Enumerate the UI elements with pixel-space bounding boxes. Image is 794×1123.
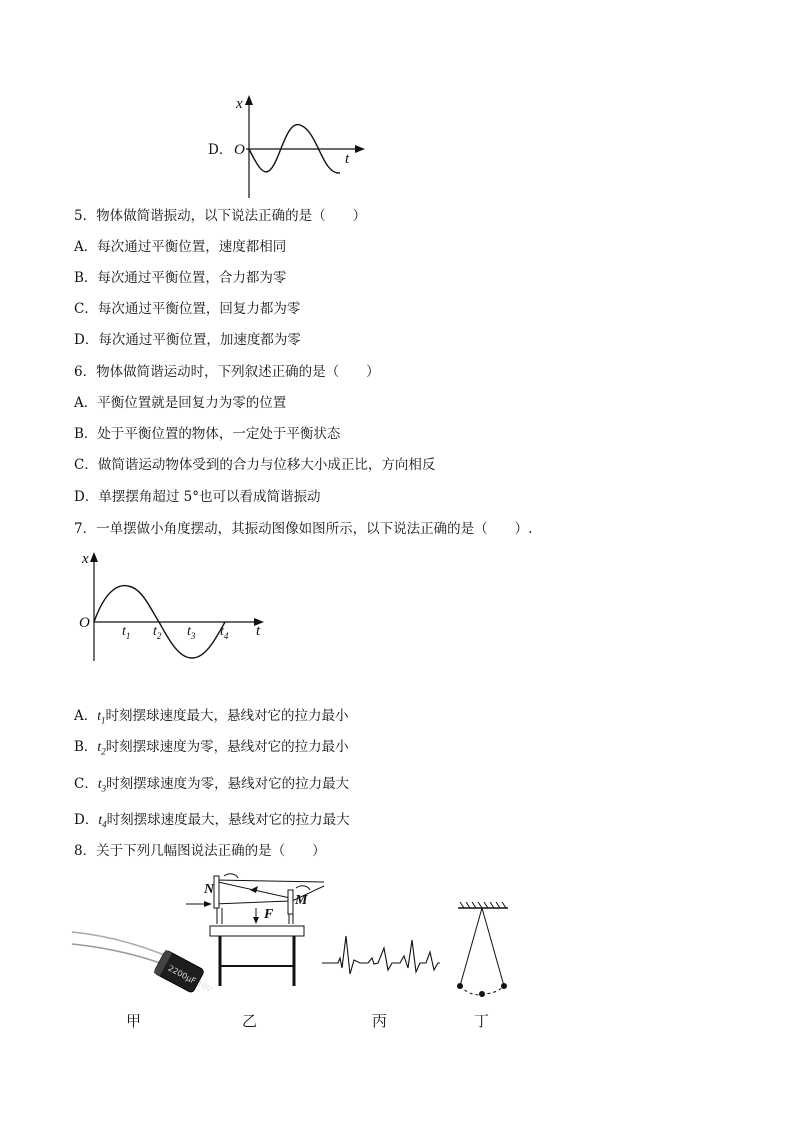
pendulum-image bbox=[448, 900, 518, 1000]
question-6-stem: 6．物体做简谐运动时，下列叙述正确的是（ ） bbox=[74, 364, 380, 380]
q7c-label: C． bbox=[74, 776, 98, 792]
q7-option-c[interactable] bbox=[74, 775, 349, 798]
q7-option-d[interactable] bbox=[74, 811, 350, 834]
option-d-label: D． bbox=[208, 142, 233, 158]
t1-sub: 1 bbox=[125, 630, 131, 641]
t2-sub: 2 bbox=[156, 630, 162, 641]
t3-letter: t bbox=[187, 624, 191, 639]
q5-option-c[interactable]: C．每次通过平衡位置，回复力都为零 bbox=[74, 301, 301, 317]
q7-graph-t3 bbox=[187, 623, 195, 645]
caption-ding: 丁 bbox=[474, 1012, 490, 1030]
t3-sub: 3 bbox=[190, 630, 196, 641]
q7b-sub: 2 bbox=[101, 746, 106, 757]
question-7-stem: 7．一单摆做小角度摆动，其振动图像如图所示，以下说法正确的是（ ）. bbox=[74, 521, 533, 537]
t4-letter: t bbox=[220, 624, 224, 639]
q7-option-a[interactable] bbox=[74, 707, 349, 730]
q7-vibration-graph bbox=[70, 548, 280, 668]
q7-option-b[interactable] bbox=[74, 738, 349, 761]
label-m: M bbox=[295, 893, 308, 908]
q7a-sub: 1 bbox=[101, 715, 106, 726]
q7-graph-t1 bbox=[122, 623, 130, 645]
q7d-t: t bbox=[98, 812, 103, 827]
q7c-sub: 3 bbox=[101, 783, 107, 794]
q7a-text: 时刻摆球速度最大，悬线对它的拉力最小 bbox=[105, 708, 349, 724]
graph-origin-label: O bbox=[234, 142, 245, 158]
q5-option-d[interactable]: D．每次通过平衡位置，加速度都为零 bbox=[74, 332, 301, 348]
q7d-text: 时刻摆球速度最大，悬线对它的拉力最大 bbox=[106, 812, 350, 828]
q7-graph-x-label: x bbox=[82, 551, 89, 567]
caption-bing: 丙 bbox=[372, 1012, 388, 1030]
q5-option-b[interactable]: B．每次通过平衡位置，合力都为零 bbox=[74, 270, 287, 286]
q5-option-a[interactable]: A．每次通过平衡位置，速度都相同 bbox=[74, 239, 287, 255]
graph-t-label: t bbox=[345, 151, 350, 167]
q7b-label: B． bbox=[74, 739, 98, 755]
q6-option-a[interactable]: A．平衡位置就是回复力为零的位置 bbox=[74, 395, 287, 411]
label-n: N bbox=[204, 882, 215, 897]
capacitor-image bbox=[72, 920, 214, 1000]
t1-letter: t bbox=[122, 624, 126, 639]
q7-graph-t4 bbox=[220, 623, 228, 645]
caption-yi: 乙 bbox=[242, 1012, 258, 1030]
question-5-stem: 5．物体做简谐振动，以下说法正确的是（ ） bbox=[74, 208, 367, 224]
q7a-t: t bbox=[97, 708, 102, 723]
q6-option-b[interactable]: B．处于平衡位置的物体，一定处于平衡状态 bbox=[74, 426, 341, 442]
q7c-text: 时刻摆球速度为零，悬线对它的拉力最大 bbox=[106, 776, 350, 792]
question-8-stem: 8．关于下列几幅图说法正确的是（ ） bbox=[74, 843, 326, 859]
ecg-wave bbox=[322, 930, 440, 980]
q7d-sub: 4 bbox=[102, 819, 107, 830]
q7-graph-t2 bbox=[153, 623, 161, 645]
t4-sub: 4 bbox=[223, 630, 229, 641]
q7b-t: t bbox=[97, 739, 102, 754]
q7-graph-origin: O bbox=[79, 615, 90, 631]
graph-x-label: x bbox=[236, 96, 243, 112]
capacitor-text: 2200μF 10V bbox=[166, 963, 214, 995]
q7b-text: 时刻摆球速度为零，悬线对它的拉力最小 bbox=[105, 739, 349, 755]
q6-option-c[interactable]: C．做简谐运动物体受到的合力与位移大小成正比，方向相反 bbox=[74, 457, 436, 473]
q7c-t: t bbox=[97, 776, 102, 791]
q6-option-d[interactable]: D．单摆摆角超过 5°也可以看成简谐振动 bbox=[74, 489, 321, 505]
t2-letter: t bbox=[153, 624, 157, 639]
caption-jia: 甲 bbox=[126, 1012, 142, 1030]
q7a-label: A． bbox=[74, 708, 98, 724]
label-f: F bbox=[264, 907, 274, 922]
q7d-label: D． bbox=[74, 812, 99, 828]
q7-graph-t-axis: t bbox=[256, 623, 261, 639]
